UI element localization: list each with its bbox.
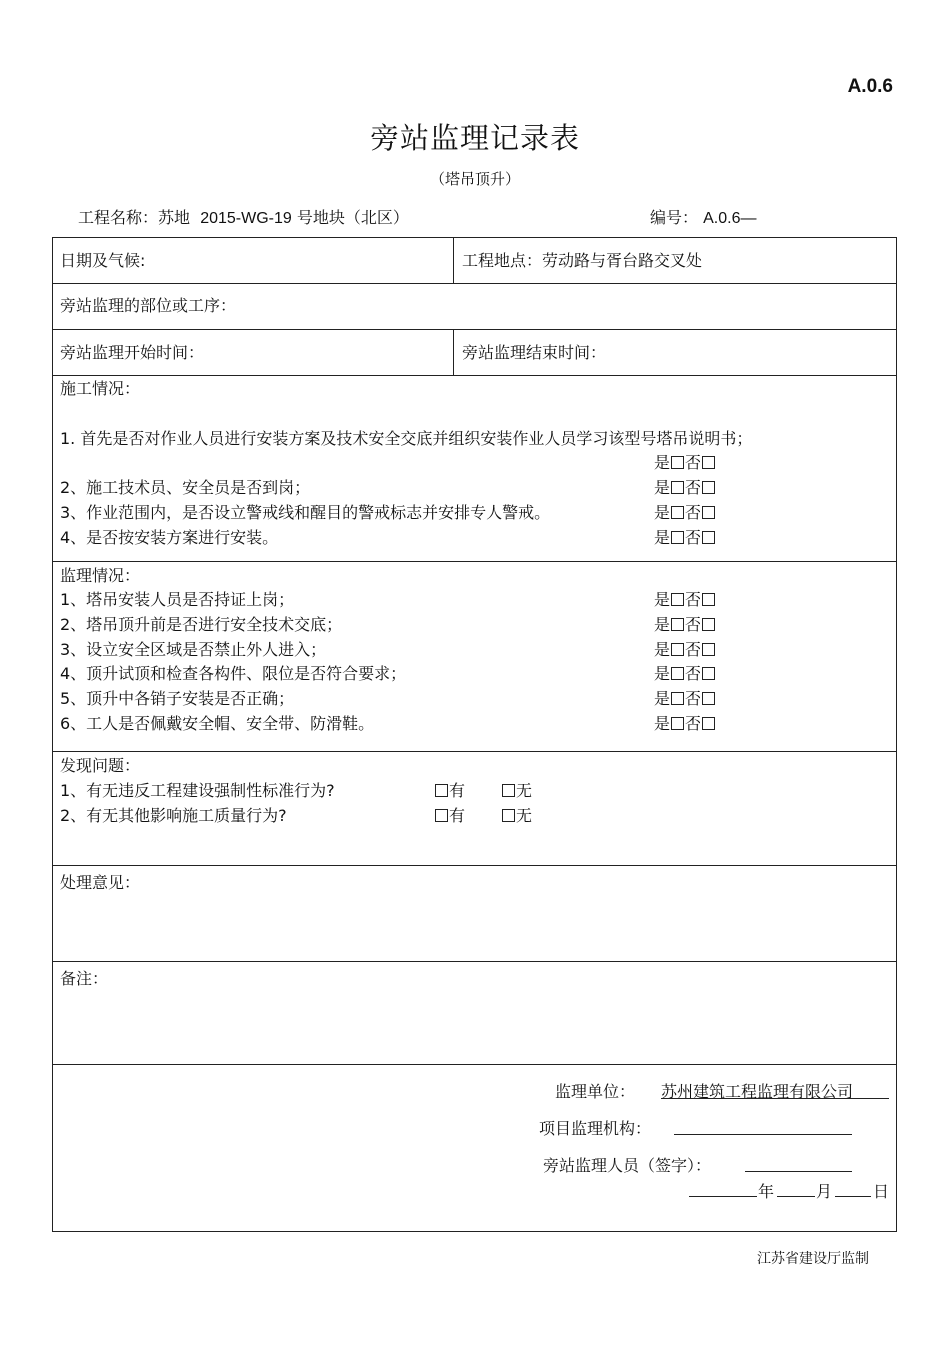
no-checkbox[interactable] (702, 667, 715, 680)
project-name-label: 工程名称： (78, 208, 159, 227)
have-label: 有 (449, 781, 466, 800)
no-checkbox[interactable] (702, 531, 715, 544)
no-label: 否 (685, 640, 702, 659)
section-construction (53, 376, 896, 562)
yes-label: 是 (654, 503, 671, 522)
unit-label: 监理单位： (555, 1082, 636, 1101)
no-checkbox[interactable] (702, 506, 715, 519)
number-label: 编号： (650, 208, 699, 227)
section-signature (53, 1065, 896, 1233)
yes-checkbox[interactable] (671, 481, 684, 494)
supervision-item: 4、顶升试顶和检查各构件、限位是否符合要求； (60, 664, 407, 683)
yes-checkbox[interactable] (671, 643, 684, 656)
no-checkbox[interactable] (702, 643, 715, 656)
none-option (501, 778, 532, 801)
year-line[interactable] (689, 1196, 757, 1197)
yes-no-check (654, 612, 716, 635)
handling-heading: 处理意见： (60, 873, 141, 892)
yes-checkbox[interactable] (671, 506, 684, 519)
record-form (52, 237, 897, 1232)
location-value: 劳动路与胥台路交叉处 (542, 251, 703, 270)
yes-no-check (654, 450, 716, 473)
yes-checkbox[interactable] (671, 667, 684, 680)
issuer-footer: 江苏省建设厅监制 (757, 1251, 869, 1267)
yes-checkbox[interactable] (671, 531, 684, 544)
yes-label: 是 (654, 714, 671, 733)
section-remarks (53, 962, 896, 1065)
document-number (650, 205, 756, 228)
project-name-prefix: 苏地 (158, 208, 191, 227)
none-checkbox[interactable] (502, 784, 515, 797)
staff-signature-line[interactable] (745, 1171, 852, 1172)
unit-underline (661, 1098, 889, 1099)
construction-item: 3、作业范围内，是否设立警戒线和醒目的警戒标志并安排专人警戒。 (60, 503, 551, 522)
have-checkbox[interactable] (435, 809, 448, 822)
yes-label: 是 (654, 590, 671, 609)
no-checkbox[interactable] (702, 481, 715, 494)
yes-no-check (654, 686, 716, 709)
have-label: 有 (449, 806, 466, 825)
yes-no-check (654, 587, 716, 610)
yes-label: 是 (654, 453, 671, 472)
day-line[interactable] (835, 1196, 871, 1197)
no-label: 否 (685, 714, 702, 733)
yes-checkbox[interactable] (671, 717, 684, 730)
yes-checkbox[interactable] (671, 593, 684, 606)
number-value: A.0.6— (703, 210, 757, 227)
location-field (462, 248, 702, 271)
have-checkbox[interactable] (435, 784, 448, 797)
problem-item: 2、有无其他影响施工质量行为? (60, 806, 287, 825)
yes-no-check (654, 637, 716, 660)
column-divider (453, 238, 454, 283)
no-checkbox[interactable] (702, 618, 715, 631)
yes-label: 是 (654, 689, 671, 708)
yes-checkbox[interactable] (671, 456, 684, 469)
org-signature-line[interactable] (674, 1134, 852, 1135)
day-label: 日 (873, 1182, 890, 1201)
row-date-location (53, 238, 896, 284)
yes-checkbox[interactable] (671, 618, 684, 631)
org-label: 项目监理机构： (539, 1119, 652, 1138)
no-checkbox[interactable] (702, 593, 715, 606)
no-checkbox[interactable] (702, 717, 715, 730)
yes-no-check (654, 711, 716, 734)
construction-heading: 施工情况： (60, 379, 141, 398)
yes-label: 是 (654, 615, 671, 634)
yes-label: 是 (654, 478, 671, 497)
no-label: 否 (685, 615, 702, 634)
have-option (434, 803, 465, 826)
remarks-heading: 备注： (60, 969, 109, 988)
problem-item: 1、有无违反工程建设强制性标准行为? (60, 781, 335, 800)
supervision-heading: 监理情况： (60, 566, 141, 585)
construction-item: 2、施工技术员、安全员是否到岗； (60, 478, 311, 497)
section-handling (53, 866, 896, 962)
end-time-label: 旁站监理结束时间： (462, 343, 607, 362)
project-name-suffix: 号地块（北区） (296, 208, 409, 227)
problems-heading: 发现问题： (60, 756, 141, 775)
yes-no-check (654, 500, 716, 523)
location-label: 工程地点： (462, 251, 543, 270)
yes-label: 是 (654, 528, 671, 547)
no-label: 否 (685, 503, 702, 522)
none-checkbox[interactable] (502, 809, 515, 822)
have-option (434, 778, 465, 801)
supervision-item: 6、工人是否佩戴安全帽、安全带、防滑鞋。 (60, 714, 375, 733)
no-label: 否 (685, 453, 702, 472)
row-times (53, 330, 896, 376)
no-label: 否 (685, 689, 702, 708)
yes-label: 是 (654, 640, 671, 659)
yes-no-check (654, 525, 716, 548)
none-label: 无 (516, 781, 533, 800)
year-label: 年 (758, 1182, 775, 1201)
no-label: 否 (685, 478, 702, 497)
yes-no-check (654, 661, 716, 684)
date-weather-label: 日期及气候: (60, 251, 146, 270)
no-checkbox[interactable] (702, 692, 715, 705)
column-divider (453, 330, 454, 375)
staff-label: 旁站监理人员（签字）： (543, 1156, 712, 1175)
part-process-label: 旁站监理的部位或工序： (60, 296, 237, 315)
page-title: 旁站监理记录表 (369, 121, 580, 155)
no-label: 否 (685, 528, 702, 547)
supervision-item: 1、塔吊安装人员是否持证上岗； (60, 590, 295, 609)
supervision-item: 3、设立安全区域是否禁止外人进入； (60, 640, 327, 659)
section-supervision (53, 562, 896, 752)
form-code: A.0.6 (847, 76, 893, 97)
row-part-process (53, 284, 896, 330)
no-checkbox[interactable] (702, 456, 715, 469)
page-subtitle: （塔吊顶升） (429, 170, 520, 188)
no-label: 否 (685, 664, 702, 683)
unit-value: 苏州建筑工程监理有限公司 (661, 1082, 854, 1101)
month-line[interactable] (777, 1196, 815, 1197)
section-problems (53, 752, 896, 866)
month-label: 月 (816, 1182, 833, 1201)
yes-checkbox[interactable] (671, 692, 684, 705)
supervision-item: 2、塔吊顶升前是否进行安全技术交底； (60, 615, 343, 634)
none-label: 无 (516, 806, 533, 825)
no-label: 否 (685, 590, 702, 609)
supervision-item: 5、顶升中各销子安装是否正确； (60, 689, 295, 708)
yes-label: 是 (654, 664, 671, 683)
project-name (78, 205, 409, 228)
start-time-label: 旁站监理开始时间： (60, 343, 205, 362)
construction-item: 4、是否按安装方案进行安装。 (60, 528, 279, 547)
project-name-code: 2015-WG-19 (200, 210, 292, 227)
none-option (501, 803, 532, 826)
yes-no-check (654, 475, 716, 498)
construction-item: 1. 首先是否对作业人员进行安装方案及技术安全交底并组织安装作业人员学习该型号塔吊说明书； (60, 429, 753, 448)
